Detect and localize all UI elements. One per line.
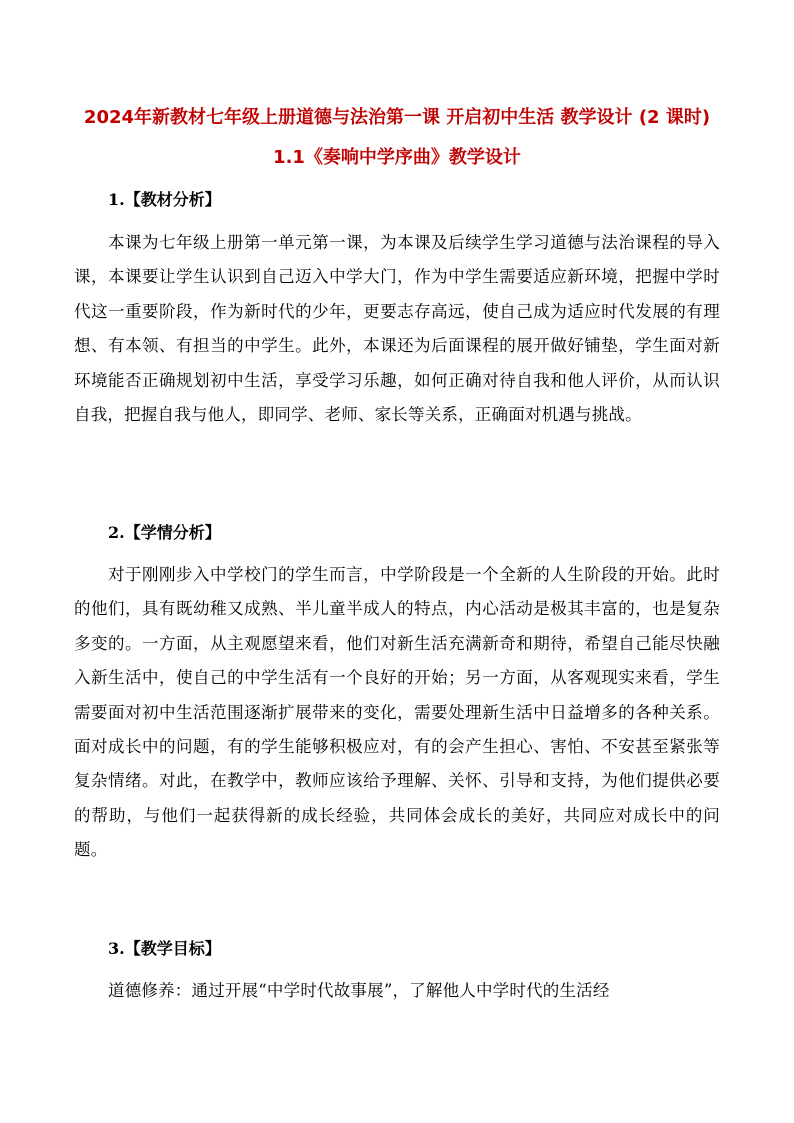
document-title: 2024年新教材七年级上册道德与法治第一课 开启初中生活 教学设计 (2 课时)	[83, 107, 711, 128]
section-paragraph-textbook-analysis: 本课为七年级上册第一单元第一课，为本课及后续学生学习道德与法治课程的导入课，本课要让学生认识到自己迈入中学大门，作为中学生需要适应新环境，把握中学时代这一重要阶段，作为新时代的少年，更要志存高远，使自己成为适应时代发展的有理想、有本领、有担当的中学生。此外，本课还为后面课程的展开做好铺垫，学生面对新环境能否正确规划初中生活，享受学习乐趣，如何正确对待自我和他人评价，从而认识自我，把握自我与他人，即同学、老师、家长等关系，正确面对机遇与挑战。	[74, 233, 720, 425]
section-paragraph-student-analysis: 对于刚刚步入中学校门的学生而言，中学阶段是一个全新的人生阶段的开始。此时的他们，具有既幼稚又成熟、半儿童半成人的特点，内心活动是极其丰富的，也是复杂多变的。一方面，从主观愿望来看，他们对新生活充满新奇和期待，希望自己能尽快融入新生活中，使自己的中学生活有一个良好的开始；另一方面，从客观现实来看，学生需要面对初中生活范围逐渐扩展带来的变化，需要处理新生活中日益增多的各种关系。面对成长中的问题，有的学生能够积极应对，有的会产生担心、害怕、不安甚至紧张等复杂情绪。对此，在教学中，教师应该给予理解、关怀、引导和支持，为他们提供必要的帮助，与他们一起获得新的成长经验，共同体会成长的美好，共同应对成长中的问题。	[74, 565, 720, 860]
section-paragraph-teaching-goals: 道德修养：通过开展“中学时代故事展”，了解他人中学时代的生活经	[108, 981, 610, 1000]
document-subtitle: 1.1《奏响中学序曲》教学设计	[273, 147, 521, 168]
section-heading-student-analysis: 2.【学情分析】	[108, 523, 221, 542]
section-heading-textbook-analysis: 1.【教材分析】	[108, 190, 221, 209]
section-heading-teaching-goals: 3.【教学目标】	[108, 939, 221, 958]
